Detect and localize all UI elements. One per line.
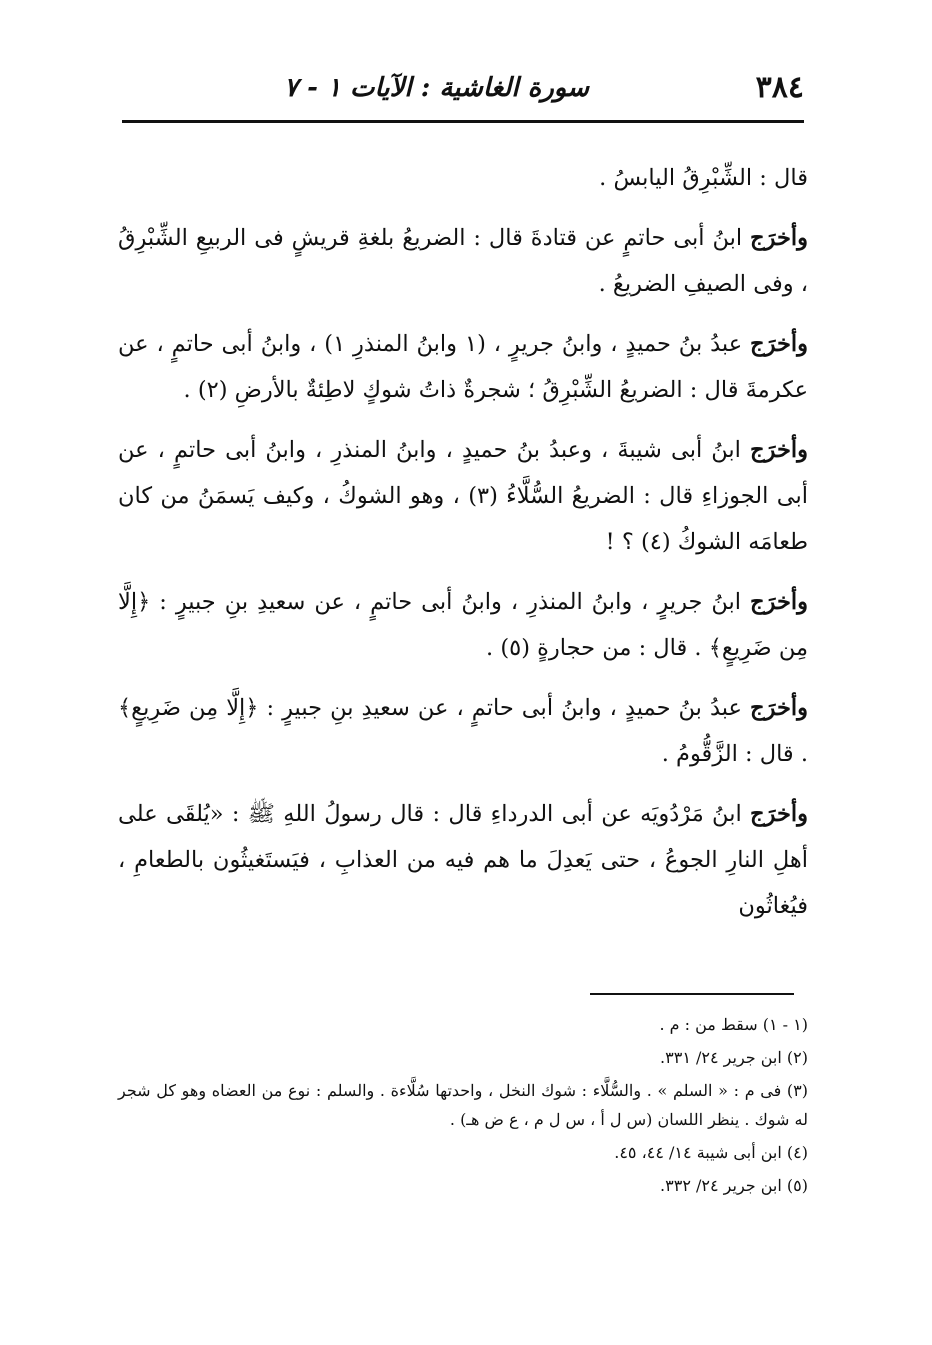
paragraph-text: عبدُ بنُ حميدٍ ، وابنُ جريرٍ ، (١ وابنُ المنذرِ ١) ، وابنُ أبى حاتمٍ ، عن عكرمةَ قال : الضريعُ الشِّبْرِقُ ؛ شجرةٌ ذاتُ شوكٍ لاطِئةٌ بالأرضِ (٢) . <box>118 331 808 403</box>
paragraph-1 <box>118 155 808 201</box>
paragraph-text: ابنُ مَرْدُويَه عن أبى الدرداءِ قال : قال رسولُ اللهِ ﷺ : «يُلقَى على أهلِ النارِ الجوعُ ، حتى يَعدِلَ ما هم فيه من العذابِ ، فيَستَغيثُون بالطعامِ ، فيُغاثُون <box>118 801 808 919</box>
footnote-1: (١ - ١) سقط من : م . <box>659 1015 808 1034</box>
page-header <box>122 66 804 114</box>
paragraph-7 <box>118 791 808 929</box>
running-title: سورة الغاشية : الآيات ١ - ٧ <box>284 73 589 103</box>
paragraph-text: قال : الشِّبْرِقُ اليابسُ . <box>599 165 808 191</box>
paragraph-lead: وأخرَج <box>750 331 809 357</box>
footnote-5: (٥) ابن جرير ٢٤/ ٣٣٢. <box>660 1176 808 1195</box>
footnote-3: (٣) فى م : « السلم » . والسُّلَّاء : شوك النخل ، واحدتها سُلَّاءة . والسلم : نوع من العضاه وهو كل شجر له شوك . ينظر اللسان (س ل أ ، س ل م ، ع ض هـ) . <box>118 1081 808 1129</box>
paragraph-4 <box>118 427 808 565</box>
paragraph-lead: وأخرَج <box>750 225 808 251</box>
paragraph-text: ابنُ أبى حاتمٍ عن قتادةَ قال : الضريعُ بلغةِ قريشٍ فى الربيعِ الشِّبْرِقُ ، وفى الصيفِ الضريعُ . <box>118 225 808 297</box>
footnote-separator <box>590 993 794 995</box>
paragraph-2 <box>118 215 808 307</box>
main-text <box>118 155 808 943</box>
footnotes <box>118 1010 808 1204</box>
header-rule <box>122 120 804 123</box>
page-number: ٣٨٤ <box>755 70 804 105</box>
paragraph-5 <box>118 579 808 671</box>
paragraph-lead: وأخرَج <box>750 695 808 721</box>
paragraph-text: ابنُ جريرٍ ، وابنُ المنذرِ ، وابنُ أبى حاتمٍ ، عن سعيدِ بنِ جبيرٍ : ﴿إِلَّا مِن ضَرِيعٍ﴾ . قال : من حجارةٍ (٥) . <box>118 589 808 661</box>
footnote-2: (٢) ابن جرير ٢٤/ ٣٣١. <box>660 1048 808 1067</box>
paragraph-text: ابنُ أبى شيبةَ ، وعبدُ بنُ حميدٍ ، وابنُ المنذرِ ، وابنُ أبى حاتمٍ ، عن أبى الجوزاءِ قال : الضريعُ السُّلَّاءُ (٣) ، وهو الشوكُ ، وكيف يَسمَنُ من كان طعامَه الشوكُ (٤) ؟ ! <box>118 437 808 555</box>
paragraph-6 <box>118 685 808 777</box>
footnote-4: (٤) ابن أبى شيبة ١٤/ ٤٤، ٤٥. <box>614 1143 808 1162</box>
paragraph-lead: وأخرَج <box>750 437 808 463</box>
paragraph-lead: وأخرَج <box>750 589 808 615</box>
paragraph-lead: وأخرَج <box>750 801 808 827</box>
paragraph-text: عبدُ بنُ حميدٍ ، وابنُ أبى حاتمٍ ، عن سعيدِ بنِ جبيرٍ : ﴿إِلَّا مِن ضَرِيعٍ﴾ . قال : الزَّقُّومُ . <box>118 695 808 767</box>
paragraph-3 <box>118 321 808 413</box>
